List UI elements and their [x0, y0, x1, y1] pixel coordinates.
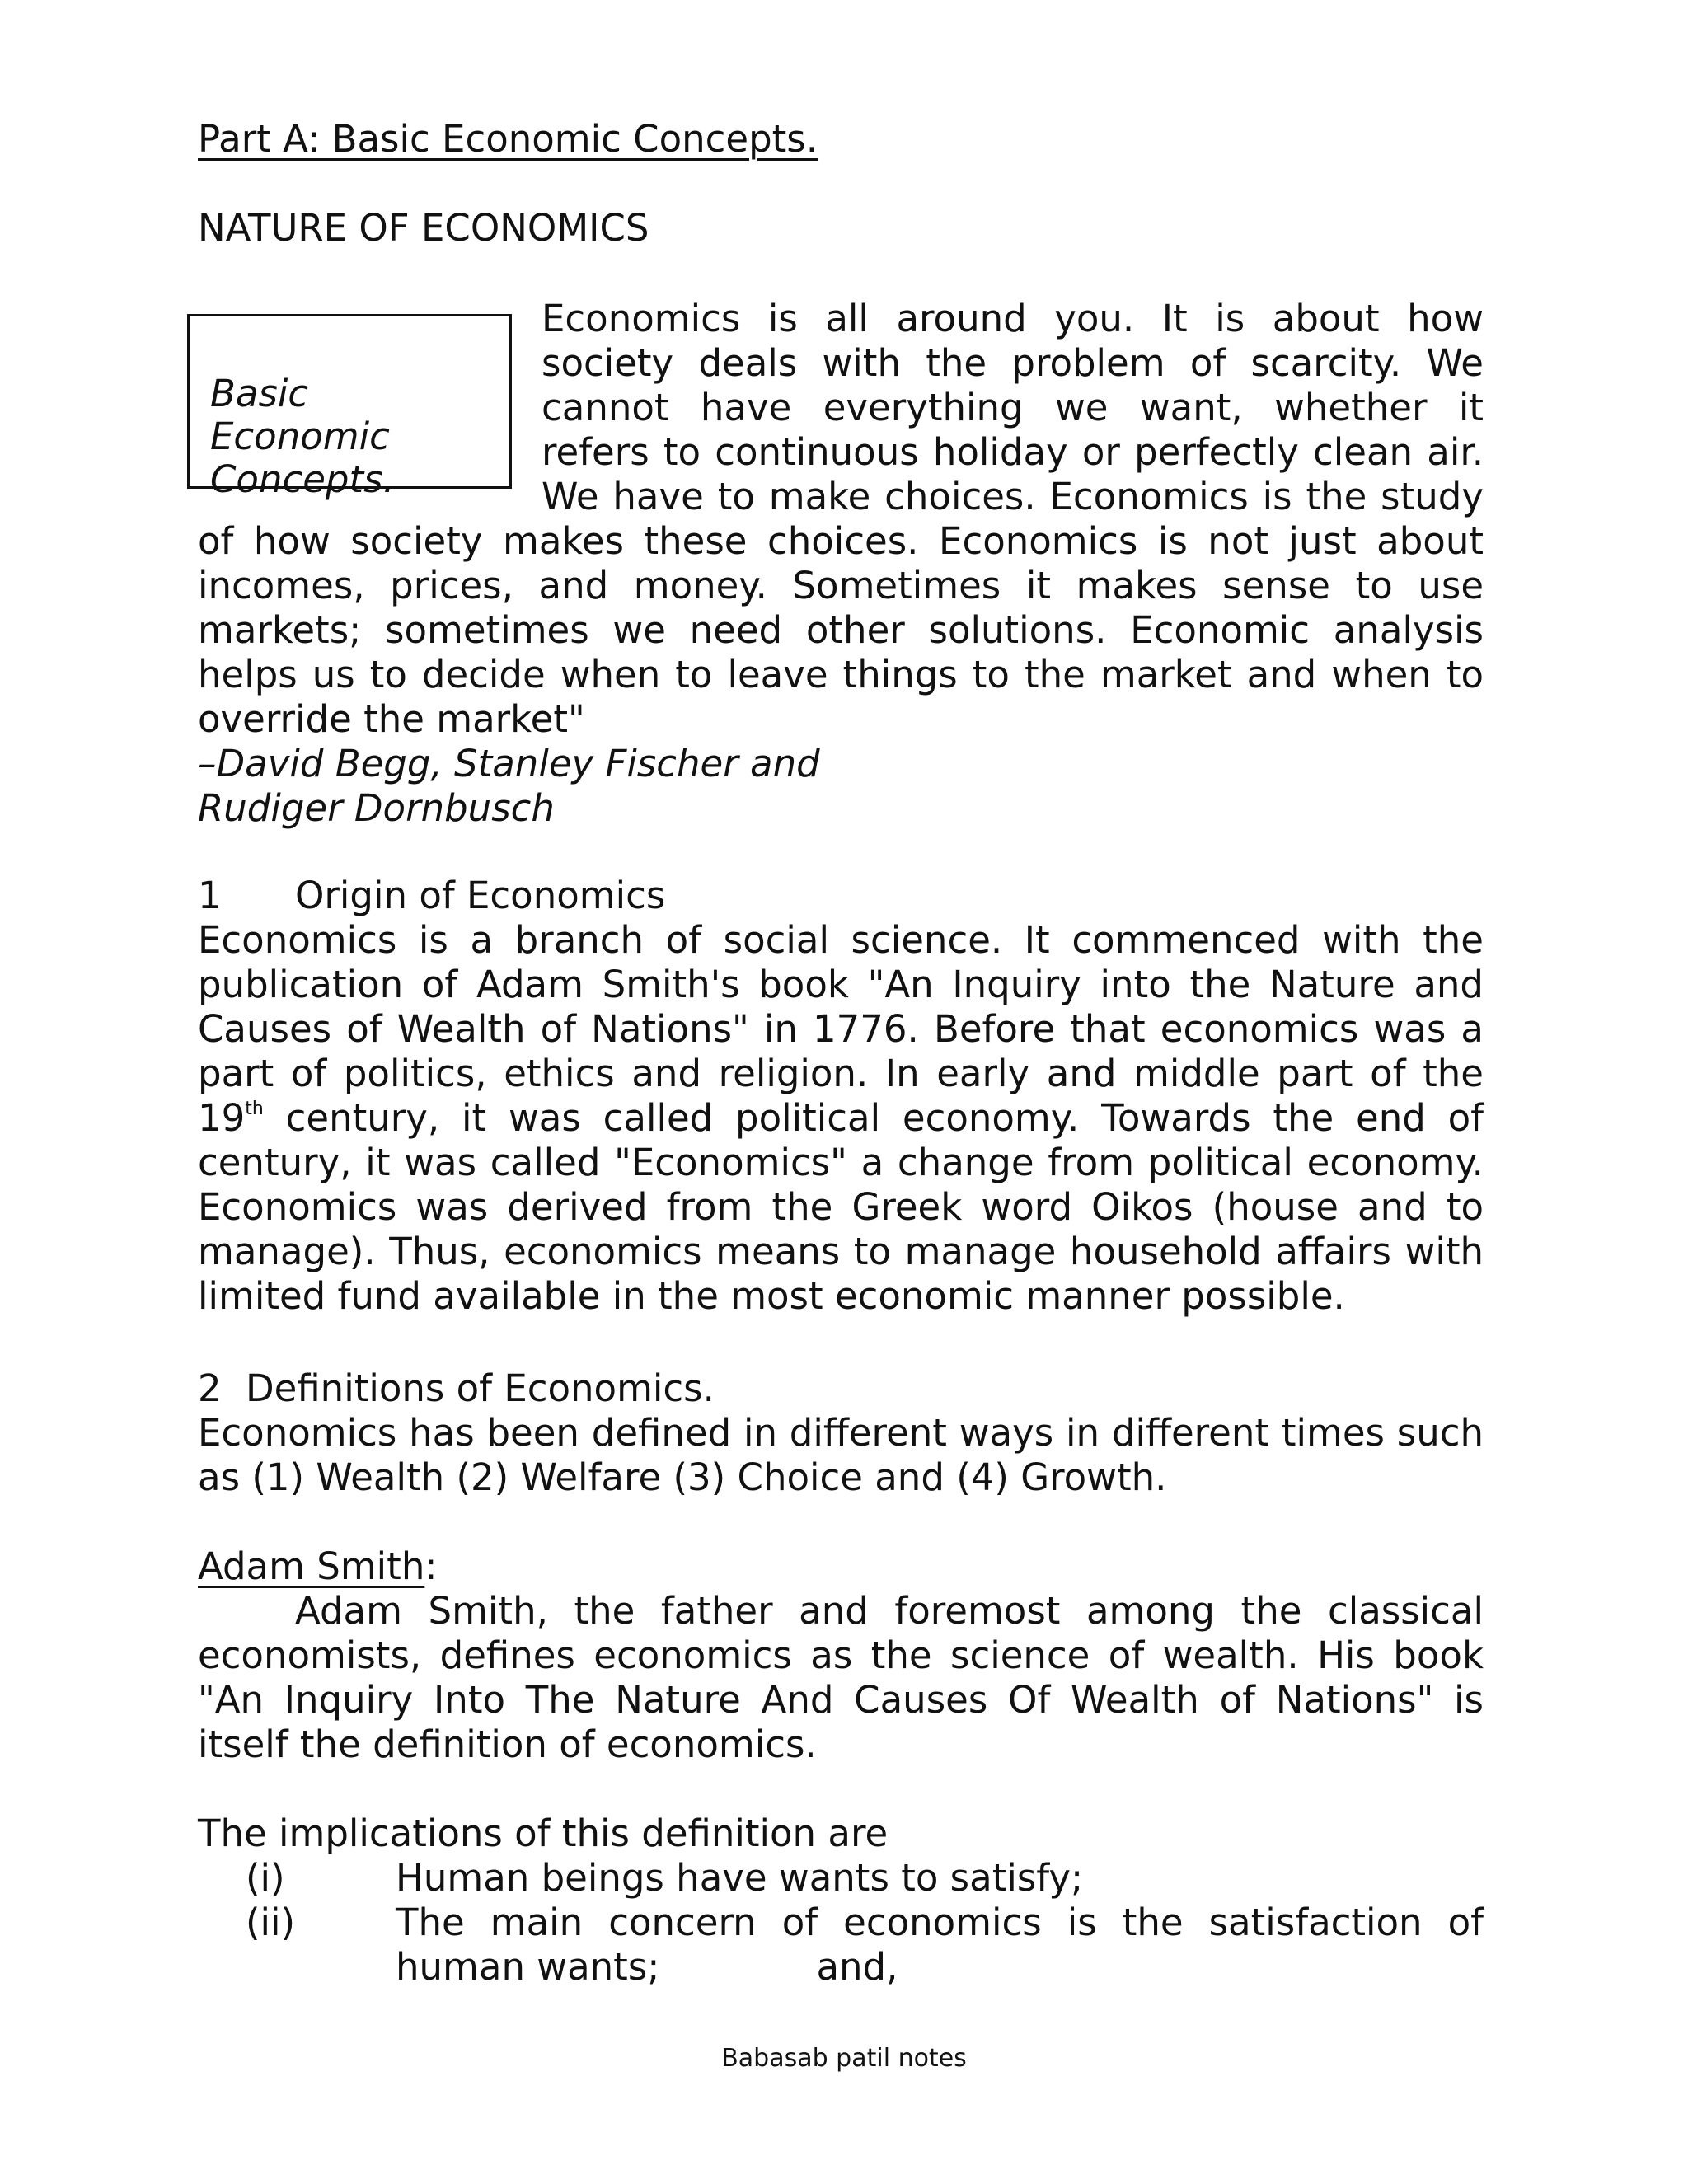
- section-number: 1: [198, 874, 222, 917]
- section-heading: [198, 1366, 1484, 1411]
- implications-list: [198, 1856, 1484, 1990]
- list-marker: (ii): [246, 1900, 296, 1944]
- intro-quote-text: Economics is all around you. It is about how society deals with the problem of scarcity. We cannot have everything we want, whether it refers to continuous holiday or perfectly clean air. We have to make choices. Economics is the study of how society makes these choices. Economics is not just about incomes, prices, and money. Sometimes it makes sense to use markets; sometimes we need other solutions. Economic analysis helps us to decide when to leave things to the market and when to override the market": [198, 297, 1484, 741]
- subheading: [198, 1544, 1484, 1589]
- superscript: th: [245, 1099, 264, 1119]
- concept-box-line: Concepts.: [210, 457, 395, 501]
- attribution-line-2: Rudiger Dornbusch: [198, 786, 555, 830]
- section-origin: [198, 874, 1484, 1319]
- section-definitions: [198, 1366, 1484, 1500]
- paragraph-text: Economics is a branch of social science. It commenced with the publication of Adam Smith's book "An Inquiry into the Nature and Causes of Wealth of Nations" in 1776. Before that economics was a part of politics, ethics and religion. In early and middle part of the 19: [198, 918, 1484, 1140]
- subheading-colon: :: [424, 1544, 438, 1588]
- part-title: Part A: Basic Economic Concepts.: [198, 117, 818, 161]
- list-item: [198, 1856, 1484, 1900]
- paragraph-text: century, it was called political economy. Towards the end of century, it was called "Economics" a change from political economy. Economics was derived from the Greek word Oikos (house and to manage). Thus, economics means to manage household affairs with limited fund available in the most economic manner possible.: [198, 1096, 1484, 1318]
- section-heading: [198, 874, 1484, 918]
- list-item-text-main: The main concern of economics is the satisfaction of human wants;: [396, 1900, 1484, 1989]
- section-heading-text: Origin of Economics: [295, 874, 666, 917]
- adam-smith-label: Adam Smith: [198, 1544, 425, 1588]
- quote-attribution: [198, 742, 1484, 831]
- list-marker: (i): [246, 1856, 285, 1900]
- list-item: [198, 1900, 1484, 1990]
- concept-box-line: Basic: [210, 372, 309, 415]
- section-heading-text: Definitions of Economics.: [246, 1366, 715, 1410]
- intro-quote-block: [198, 297, 1484, 831]
- section-paragraph: [198, 918, 1484, 1319]
- implications-intro: The implications of this definition are: [198, 1811, 889, 1855]
- page-footer: Babasab patil notes: [721, 2044, 967, 2073]
- section-paragraph: Economics has been defined in different ways in different times such as (1) Wealth (2) Welfare (3) Choice and (4) Growth.: [198, 1411, 1484, 1499]
- section-paragraph: Adam Smith, the father and foremost among the classical economists, defines economics as the science of wealth. His book "An Inquiry Into The Nature And Causes Of Wealth of Nations" is itself the definition of economics.: [198, 1589, 1484, 1766]
- section-title-nature: NATURE OF ECONOMICS: [198, 206, 649, 250]
- concept-sidebar-box: [187, 314, 512, 501]
- list-item-text: Human beings have wants to satisfy;: [396, 1856, 1084, 1900]
- section-implications: [198, 1811, 1484, 1990]
- section-adam-smith: [198, 1544, 1484, 1767]
- attribution-line-1: –David Begg, Stanley Fischer and: [198, 742, 820, 785]
- section-number: 2: [198, 1366, 222, 1410]
- list-item-text-tail: and,: [816, 1945, 898, 1989]
- list-item-text: [396, 1900, 1484, 1990]
- concept-box-line: Economic: [210, 415, 390, 458]
